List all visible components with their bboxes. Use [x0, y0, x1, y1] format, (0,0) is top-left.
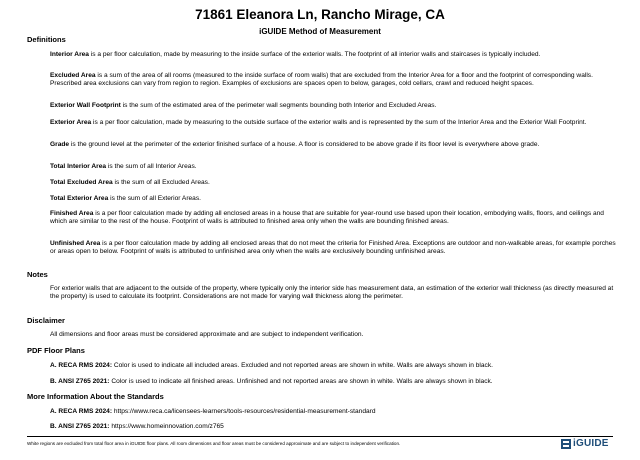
notes-heading: Notes [27, 270, 48, 279]
standard-term: A. RECA RMS 2024: [50, 362, 113, 369]
definition-text: is a sum of the area of all rooms (measured to the inside surface of room walls) that are excluded from the Interior Area for a floor and the footprint of corresponding walls. Prescribed area exclusions can vary from region to region. Examples of exclusions are spaces open to below, garages, cold cellars, crawl and reduced height spaces. [50, 72, 593, 87]
more-info-heading: More Information About the Standards [27, 392, 164, 401]
standard-text: Color is used to indicate all finished areas. Unfinished and not reported areas are shown in white. Walls are always shown in black. [109, 378, 493, 385]
definition-text: is the sum of all Interior Areas. [106, 163, 197, 170]
pdf-floor-plans-item [50, 362, 616, 370]
definition-finished-area [50, 210, 616, 225]
definitions-heading: Definitions [27, 35, 66, 44]
pdf-floor-plans-heading: PDF Floor Plans [27, 346, 85, 355]
definition-text: is a per floor calculation made by adding all enclosed areas in a house that are suitable for year-round use based upon their location, embodying walls, floors, and ceilings and which are similar to the rest of the house. Footprint of walls is attributed to finished area only when the walls are bounding finished areas. [50, 210, 604, 225]
definition-term: Total Exterior Area [50, 195, 109, 202]
definition-grade [50, 141, 616, 149]
definition-interior-area [50, 51, 616, 59]
definition-term: Exterior Area [50, 119, 92, 126]
definition-term: Total Excluded Area [50, 179, 113, 186]
standard-link: https://www.homeinnovation.com/z765 [109, 423, 224, 430]
definition-excluded-area [50, 72, 616, 87]
page-title: 71861 Eleanora Ln, Rancho Mirage, CA [195, 7, 445, 22]
standard-link: https://www.reca.ca/licensees-learners/tools-resources/residential-measurement-standard [112, 408, 376, 415]
page-subtitle: iGUIDE Method of Measurement [259, 27, 381, 36]
definition-total-excluded-area [50, 179, 616, 187]
definition-term: Interior Area [50, 51, 89, 58]
definition-exterior-area [50, 119, 616, 127]
definition-text: is the sum of all Excluded Areas. [112, 179, 210, 186]
definition-text: is a per floor calculation, made by measuring to the inside surface of the exterior walls. The footprint of all interior walls and staircases is typically included. [88, 51, 541, 58]
more-info-item [50, 408, 616, 416]
definition-total-exterior-area [50, 195, 616, 203]
iguide-logo [561, 437, 617, 451]
definition-text: is a per floor calculation, made by measuring to the outside surface of the exterior walls and is represented by the sum of the Interior Area and the Exterior Wall Footprint. [91, 119, 587, 126]
definition-unfinished-area [50, 240, 616, 255]
definition-text: is a per floor calculation made by adding all enclosed areas that do not meet the criteria for Finished Area. Exceptions are outdoor and non-walkable areas, for example porches or areas open to below. Footprint of walls is attributed to unfinished area only when the walls are exclusively bounding unfinished areas. [50, 240, 616, 255]
standard-term: A. RECA RMS 2024: [50, 408, 113, 415]
definition-term: Finished Area [50, 210, 94, 217]
definition-term: Total Interior Area [50, 163, 107, 170]
definition-text: is the ground level at the perimeter of the exterior finished surface of a house. A floor is considered to be above grade if its floor level is everywhere above grade. [69, 141, 540, 148]
iguide-logo-icon [561, 439, 571, 449]
definition-text: is the sum of all Exterior Areas. [108, 195, 201, 202]
definition-term: Exterior Wall Footprint [50, 102, 121, 109]
notes-text: For exterior walls that are adjacent to the outside of the property, where typically only the interior side has measurement data, an estimation of the exterior wall thickness (as directly measured at the property) is used to calculate its footprint. Considerations are not made for varying wall thickness along the perimeter. [50, 285, 614, 300]
pdf-floor-plans-item [50, 378, 616, 386]
standard-term: B. ANSI Z765 2021: [50, 423, 110, 430]
definition-term: Grade [50, 141, 70, 148]
definition-term: Excluded Area [50, 72, 96, 79]
definition-total-interior-area [50, 163, 616, 171]
standard-term: B. ANSI Z765 2021: [50, 378, 110, 385]
footer-text: White regions are excluded from total floor area in iGUIDE floor plans. All room dimensions and floor areas must be considered approximate and are subject to independent verification. [27, 441, 401, 446]
disclaimer-text: All dimensions and floor areas must be considered approximate and are subject to independent verification. [50, 331, 364, 338]
definition-term: Unfinished Area [50, 240, 101, 247]
standard-text: Color is used to indicate all included areas. Excluded and not reported areas are shown in white. Walls are always shown in black. [112, 362, 493, 369]
iguide-logo-text: iGUIDE [573, 438, 609, 449]
definition-exterior-wall-footprint [50, 102, 616, 110]
definition-text: is the sum of the estimated area of the perimeter wall segments bounding both Interior and Excluded Areas. [120, 102, 437, 109]
disclaimer-heading: Disclaimer [27, 316, 65, 325]
more-info-item [50, 423, 616, 431]
footer-divider [27, 436, 613, 437]
